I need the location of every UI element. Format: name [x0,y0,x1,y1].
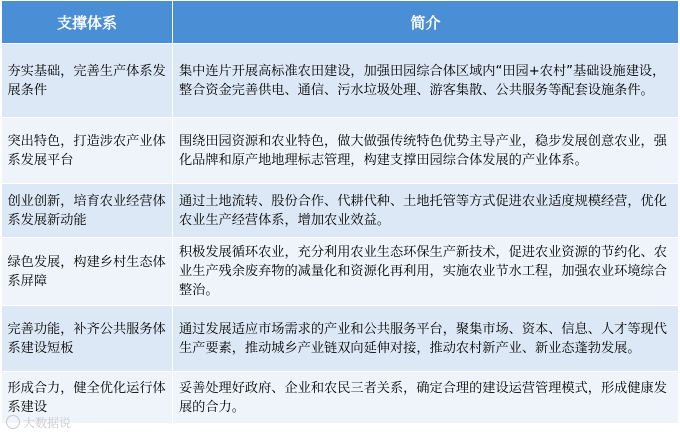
table-row [2,118,679,184]
header-intro: 简介 [173,1,679,44]
intro-cell: 通过发展适应市场需求的产业和公共服务平台，聚集市场、资本、信息、人才等现代生产要素，推动城乡产业链双向延伸对接，推动农村新产业、新业态蓬勃发展。 [173,306,679,372]
table-header-row [2,1,679,44]
table-row [2,44,679,118]
header-system: 支撑体系 [2,1,173,44]
table-row [2,238,679,306]
system-cell: 绿色发展，构建乡村生态体系屏障 [2,238,173,306]
intro-cell: 集中连片开展高标准农田建设，加强田园综合体区域内“田园+农村”基础设施建设，整合资金完善供电、通信、污水垃圾处理、游客集散、公共服务等配套设施条件。 [173,44,679,118]
intro-cell: 妥善处理好政府、企业和农民三者关系，确定合理的建设运营管理模式，形成健康发展的合力。 [173,372,679,424]
watermark [6,414,71,430]
system-cell: 夯实基础，完善生产体系发展条件 [2,44,173,118]
intro-cell: 通过土地流转、股份合作、代耕代种、土地托管等方式促进农业适度规模经营，优化农业生产经营体系，增加农业效益。 [173,184,679,238]
table-row [2,306,679,372]
watermark-logo-icon [6,415,20,429]
system-cell: 形成合力，健全优化运行体系建设 [2,372,173,424]
system-cell: 创业创新，培育农业经营体系发展新动能 [2,184,173,238]
watermark-text: 大数据说 [23,415,72,430]
system-cell: 完善功能，补齐公共服务体系建设短板 [2,306,173,372]
intro-cell: 积极发展循环农业，充分利用农业生态环保生产新技术，促进农业资源的节约化、农业生产残余废弃物的减量化和资源化再利用，实施农业节水工程，加强农业环境综合整治。 [173,238,679,306]
intro-cell: 围绕田园资源和农业特色，做大做强传统特色优势主导产业，稳步发展创意农业，强化品牌和原产地地理标志管理，构建支撑田园综合体发展的产业体系。 [173,118,679,184]
table-row [2,372,679,424]
table-row [2,184,679,238]
support-system-table [1,0,679,424]
system-cell: 突出特色，打造涉农产业体系发展平台 [2,118,173,184]
